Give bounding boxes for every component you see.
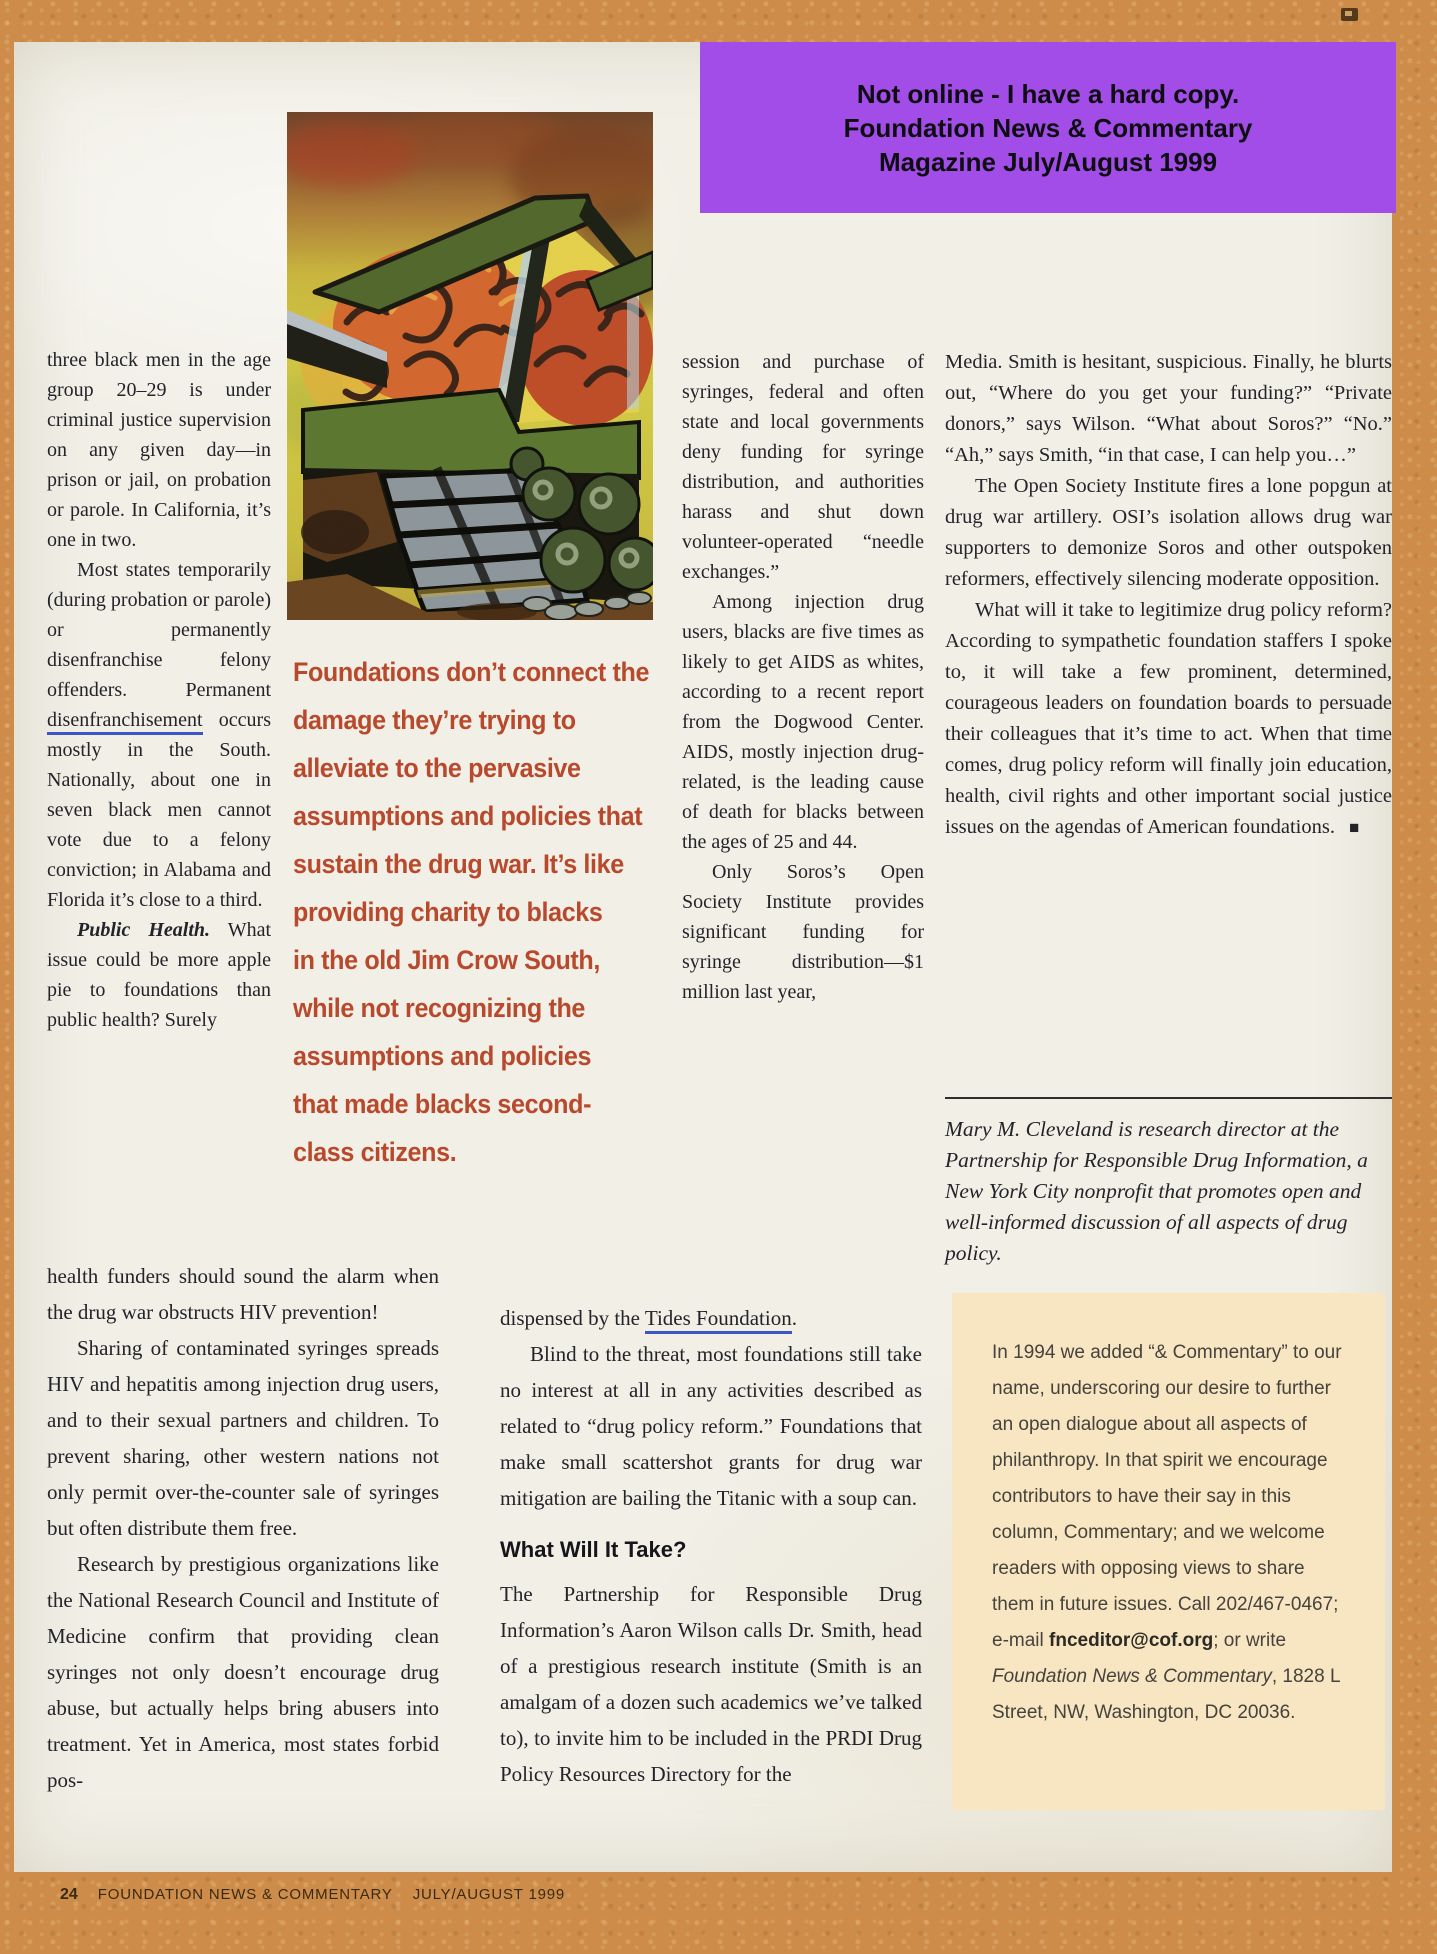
author-bio: Mary M. Cleveland is research director at the Partnership for Responsible Drug Information, a New York City nonprofit that promotes open and well-informed discussion of all aspects of drug policy. — [945, 1117, 1368, 1265]
annotation-line: Foundation News & Commentary — [843, 112, 1253, 143]
paragraph-text: Most states temporarily (during probation or parole) or permanently disenfranchise felony offenders. Permanent — [47, 559, 271, 701]
annotation-line: Not online - I have a hard copy. — [856, 78, 1240, 109]
magazine-name-italic: Foundation News & Commentary — [992, 1666, 1272, 1687]
article-paragraph — [47, 555, 271, 915]
footer-issue-date: JULY/AUGUST 1999 — [412, 1886, 566, 1903]
article-paragraph — [47, 915, 271, 1035]
article-paragraph: Media. Smith is hesitant, suspicious. Finally, he blurts out, “Where do you get your funding?” “Private donors,” says Wilson. “What about Soros?” “No.” “Ah,” says Smith, “in that case, I can help you…” — [945, 351, 1392, 466]
pull-quote — [293, 648, 650, 1176]
article-paragraph: Only Soros’s Open Society Institute provides significant funding for syringe distribution—$1 million last year, — [682, 861, 924, 1003]
left-column-narrow — [47, 345, 271, 1035]
article-paragraph — [500, 1300, 922, 1336]
handwritten-underline-tides-foundation: Tides Foundation — [645, 1306, 792, 1334]
end-of-article-mark: ■ — [1348, 818, 1360, 837]
article-paragraph: Among injection drug users, blacks are five times as likely to get AIDS as whites, according to a recent report from the Dogwood Center. AIDS, mostly injection drug-related, is the leading cause of death for blacks between the ages of 25 and 44. — [682, 591, 924, 853]
paragraph-text: dispensed by the — [500, 1306, 645, 1330]
section-heading-what-will-it-take: What Will It Take? — [500, 1537, 687, 1562]
pull-quote-line: while not recognizing the — [293, 993, 586, 1023]
article-paragraph: The Open Society Institute fires a lone popgun at drug war artillery. OSI’s isolation allows drug war supporters to demonize Soros and other outspoken reformers, effectively silencing moderate opposition. — [945, 475, 1392, 590]
pull-quote-line: sustain the drug war. It’s like — [293, 849, 624, 879]
paragraph-text: . — [791, 1306, 797, 1330]
left-column-wide — [47, 1258, 439, 1798]
pull-quote-line: that made blacks second- — [293, 1089, 592, 1119]
paragraph-text: What issue could be more apple pie to foundations than public health? Surely — [47, 919, 272, 1031]
pull-quote-line: assumptions and policies — [293, 1041, 592, 1071]
article-paragraph: Sharing of contaminated syringes spreads HIV and hepatitis among injection drug users, and to their sexual partners and children. To prevent sharing, other western nations not only permit over-the-counter sale of syringes but often distribute them free. — [47, 1336, 439, 1540]
editor-box-text: ; or write — [1213, 1630, 1287, 1651]
page-corner-artifact-icon — [1341, 8, 1358, 21]
pull-quote-line: damage they’re trying to — [293, 705, 576, 735]
middle-column-wide — [500, 1300, 922, 1792]
article-paragraph: The Partnership for Responsible Drug Information’s Aaron Wilson calls Dr. Smith, head of a prestigious research institute (Smith is an amalgam of a dozen such academics we’ve talked to), to invite him to be included in the PRDI Drug Policy Resources Directory for the — [500, 1582, 922, 1786]
editor-commentary-box — [952, 1293, 1385, 1810]
pull-quote-line: assumptions and policies that — [293, 801, 643, 831]
article-paragraph — [945, 595, 1392, 843]
footer-magazine-title: FOUNDATION NEWS & COMMENTARY — [97, 1886, 393, 1903]
pull-quote-line: providing charity to blacks — [293, 897, 603, 927]
article-paragraph: health funders should sound the alarm when the drug war obstructs HIV prevention! — [47, 1264, 439, 1324]
editor-box-text: In 1994 we added “& Commentary” to our name, underscoring our desire to further an open dialogue about all aspects of philanthropy. In that spirit we encourage contributors to have their say in this column, Commentary; and we welcome readers with opposing views to share them in future issues. Call 202/467-0467; e-mail — [992, 1342, 1342, 1651]
pull-quote-line: Foundations don’t connect the — [293, 657, 650, 687]
article-paragraph: Research by prestigious organizations like the National Research Council and Institute of Medicine confirm that providing clean syringes not only doesn’t encourage drug abuse, but actually helps bring abusers into treatment. Yet in America, most states forbid pos- — [47, 1552, 439, 1792]
right-column — [945, 347, 1392, 843]
run-in-heading: Public Health. — [77, 919, 211, 941]
annotation-line: Magazine July/August 1999 — [878, 146, 1218, 177]
handwritten-underline-disenfranchisement: disenfranchisement — [47, 709, 203, 735]
paragraph-text: What will it take to legitimize drug policy reform? According to sympathetic foundation staffers I spoke to, it will take a few prominent, determined, courageous leaders on foundation boards to persuade their colleagues that it’s time to act. When that time comes, drug policy reform will finally join education, health, civil rights and other important social justice issues on the agendas of American foundations. — [945, 599, 1392, 838]
pull-quote-line: alleviate to the pervasive — [293, 753, 581, 783]
paragraph-text: occurs mostly in the South. Nationally, about one in seven black men cannot vote due to a felony conviction; in Alabama and Florida it’s close to a third. — [47, 709, 271, 911]
annotation-overlay-note — [700, 42, 1396, 213]
pull-quote-line: in the old Jim Crow South, — [293, 945, 600, 975]
bio-divider-rule — [945, 1097, 1392, 1099]
page-footer — [60, 1886, 565, 1904]
article-paragraph: three black men in the age group 20–29 is under criminal justice supervision on any given day—in prison or jail, on probation or parole. In California, it’s one in two. — [47, 349, 271, 551]
editor-box-text: , 1828 L Street, NW, Washington, DC 20036. — [992, 1666, 1340, 1723]
article-paragraph: session and purchase of syringes, federal and often state and local governments deny funding for syringe distribution, and authorities harass and shut down volunteer-operated “needle exchanges.” — [682, 351, 924, 583]
pull-quote-line: class citizens. — [293, 1137, 457, 1167]
tank-brain-illustration — [287, 112, 653, 620]
editor-email: fnceditor@cof.org — [1049, 1630, 1214, 1651]
middle-column-narrow — [682, 347, 924, 1007]
page-number: 24 — [60, 1886, 78, 1903]
article-paragraph: Blind to the threat, most foundations still take no interest at all in any activities described as related to “drug policy reform.” Foundations that make small scattershot grants for drug war mitigation are bailing the Titanic with a soup can. — [500, 1342, 922, 1510]
